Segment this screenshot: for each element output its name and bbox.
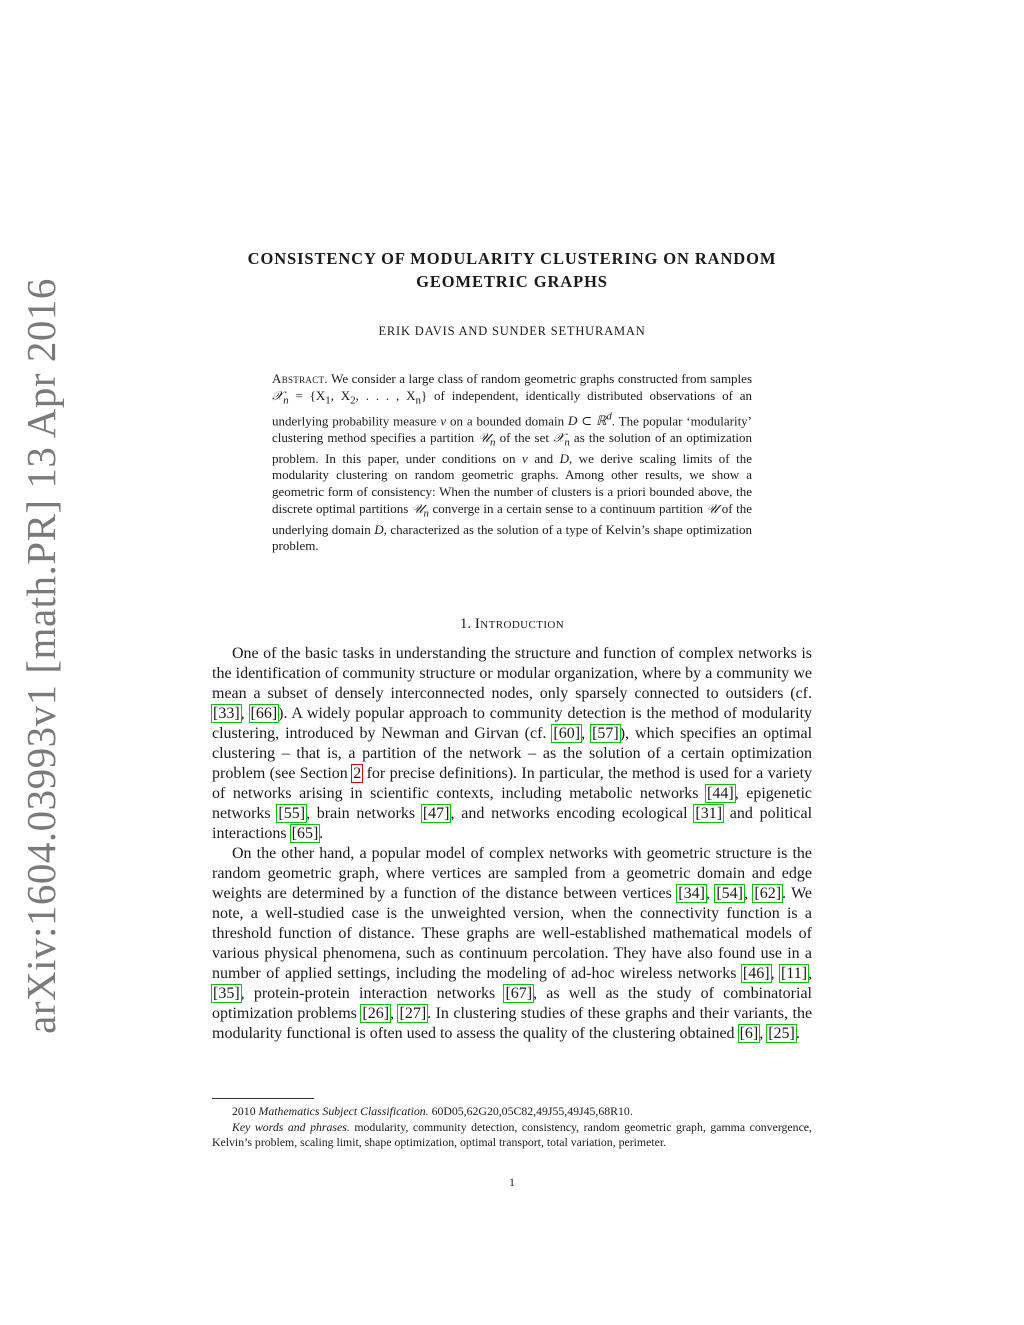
citation-link[interactable]: [60] (553, 725, 581, 742)
citation-link[interactable]: [11] (780, 965, 808, 982)
section-title: Introduction (474, 616, 565, 632)
abstract-text: and (534, 450, 554, 466)
math-xn: 𝒳$_n$ (553, 429, 570, 449)
math-xn: 𝒳$_n$ (272, 387, 289, 407)
math-un: 𝒰$_n$ (411, 500, 429, 520)
section-heading-introduction (140, 616, 884, 633)
abstract-text: of the set (499, 429, 549, 445)
math-nu: ν (440, 413, 447, 429)
title-line-1: CONSISTENCY OF MODULARITY CLUSTERING ON RANDOM (247, 249, 777, 268)
citation-link[interactable]: [44] (707, 785, 734, 802)
arxiv-id-text: arXiv:1604.03993v1 [math.PR] 13 Apr 2016 (18, 278, 64, 1034)
citation-link[interactable]: [65] (291, 825, 319, 842)
citation-link[interactable]: [34] (678, 885, 705, 902)
citation-link[interactable]: [25] (768, 1025, 795, 1042)
paper-title (140, 247, 884, 293)
math-u: 𝒰 (706, 500, 719, 516)
citation-link[interactable]: [57] (592, 725, 619, 742)
citation-link[interactable]: [33] (213, 705, 240, 722)
citation-link[interactable]: [31] (695, 805, 723, 822)
math-nu: ν (522, 450, 528, 466)
abstract-label: Abstract. (272, 371, 328, 386)
citation-link[interactable]: [54] (716, 885, 743, 902)
citation-link[interactable]: [26] (362, 1005, 390, 1022)
footnote-msc: 2010 Mathematics Subject Classification. 60D05,62G20,05C82,49J55,49J45,68R10. (232, 1104, 633, 1118)
footnotes (212, 1104, 812, 1151)
citation-link[interactable]: [66] (250, 705, 278, 722)
abstract-text: as the solution of an optimization problem. In this paper, under conditions on (272, 429, 753, 466)
section-reference-link[interactable]: 2 (353, 765, 362, 782)
abstract-text: of the underlying domain (272, 500, 753, 537)
paragraph-1: One of the basic tasks in understanding the structure and function of complex networks is the identification of community structure or modular organization, where by a community we mean a subset of densely interconnected nodes, only sparsely connected to outsiders (cf. [33], [66]). A widely popular approach to community detection is the method of modularity clustering, introduced by Newman and Girvan (cf. [60], [57]), which specifies an optimal clustering – that is, a partition of the network – as the solution of a certain optimization problem (see Section 2 for precise definitions). In particular, the method is used for a variety of networks arising in scientific contexts, including metabolic networks [44], epigenetic networks [55], brain networks [47], and networks encoding ecological [31] and political interactions [65]. (212, 645, 813, 842)
abstract-text: on a bounded domain (449, 413, 565, 429)
page-number: 1 (509, 1177, 515, 1189)
title-line-2: GEOMETRIC GRAPHS (416, 272, 608, 291)
citation-link[interactable]: [35] (213, 985, 240, 1002)
citation-link[interactable]: [55] (278, 805, 306, 822)
abstract-text: , characterized as the solution of a type of Kelvin’s shape optimization problem. (272, 521, 752, 554)
math-set: = {$X_1$, $X_2$, . . . , $X_n$} (295, 387, 428, 407)
abstract (272, 371, 752, 555)
paper-authors: ERIK DAVIS AND SUNDER SETHURAMAN (378, 324, 646, 338)
footnote-keywords: Key words and phrases. modularity, community detection, consistency, random geometric graph, gamma convergence, Kelvin’s problem, scaling limit, shape optimization, optimal transport, total variation, perimeter. (212, 1119, 812, 1149)
arxiv-side-identifier (8, 278, 74, 1034)
citation-link[interactable]: [67] (505, 985, 533, 1002)
abstract-text: . The popular ‘modularity’ clustering method specifies a partition (272, 413, 753, 445)
citation-link[interactable]: [47] (422, 805, 450, 822)
citation-link[interactable]: [27] (399, 1005, 427, 1022)
citation-link[interactable]: [62] (754, 885, 782, 902)
math-d: D (374, 521, 384, 537)
section-number: 1. (459, 616, 472, 632)
footnote-divider (212, 1098, 314, 1099)
math-un: 𝒰$_n$ (478, 429, 496, 449)
abstract-text: , we derive scaling limits of the modularity clustering on random geometric graphs. Among other results, we show a geometric form of consistency: When the number of clusters is a priori bounded above, the discrete optimal partitions (272, 450, 753, 516)
abstract-text: of independent, identically distributed observations of an underlying probability measure (272, 387, 753, 429)
paragraph-2: On the other hand, a popular model of complex networks with geometric structure is the random geometric graph, where vertices are sampled from a geometric domain and edge weights are determined by a function of the distance between vertices [34], [54], [62]. We note, a well-studied case is the unweighted version, when the connectivity function is a threshold function of distance. These graphs are well-established mathematical models of various physical phenomena, such as continuum percolation. They have also found use in a number of applied settings, including the modeling of ad-hoc wireless networks [46], [11], [35], protein-protein interaction networks [67], as well as the study of combinatorial optimization problems [26], [27]. In clustering studies of these graphs and their variants, the modularity functional is often used to assess the quality of the clustering obtained [6], [25]. (212, 845, 813, 1042)
abstract-text: converge in a certain sense to a continuum partition (432, 500, 704, 516)
abstract-text: We consider a large class of random geometric graphs constructed from samples (331, 371, 753, 386)
introduction-body (212, 644, 812, 1044)
citation-link[interactable]: [6] (739, 1025, 759, 1042)
math-domain: D ⊂ ℝ$^d$ (568, 410, 612, 429)
math-d: D (559, 450, 569, 466)
citation-link[interactable]: [46] (742, 965, 770, 982)
